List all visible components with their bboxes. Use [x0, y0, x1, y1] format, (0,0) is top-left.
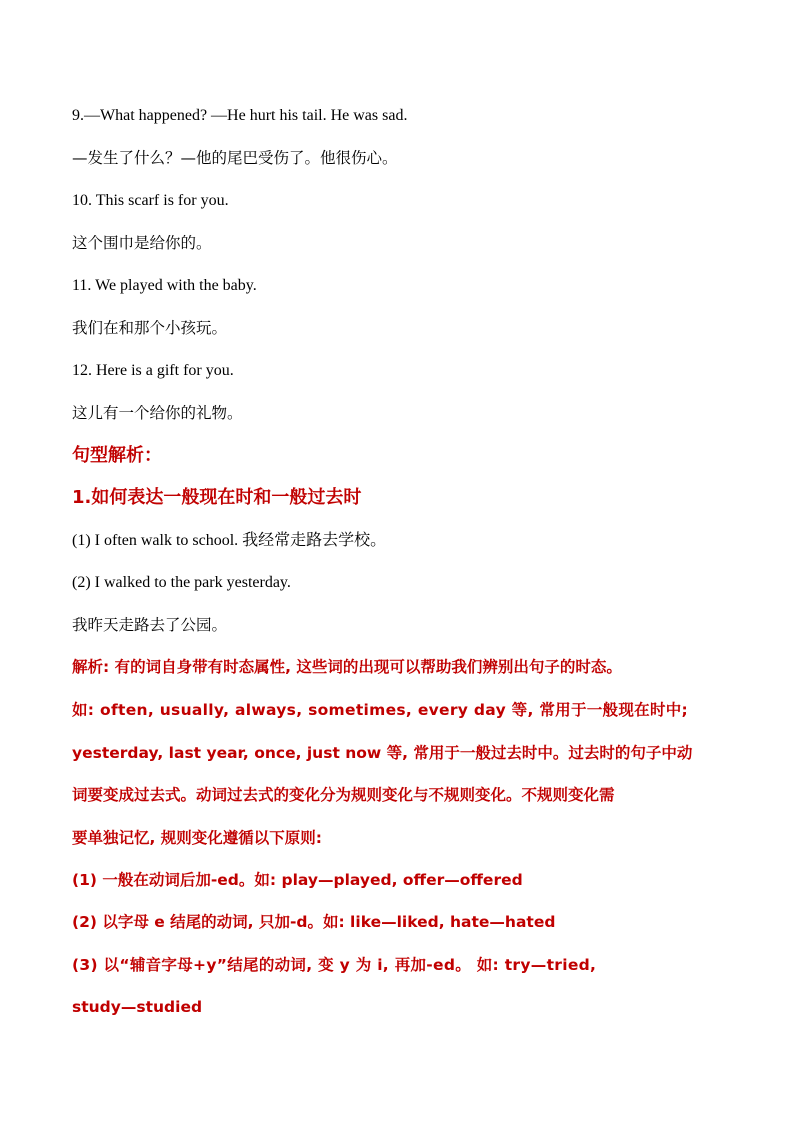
rule-3: (3) 以“辅音字母+y”结尾的动词, 变 y 为 i, 再加-ed。 如: try—tried,	[72, 956, 597, 974]
sentence-12-cn: 这儿有一个给你的礼物。	[72, 404, 243, 422]
analysis-line-4: 词要变成过去式。动词过去式的变化分为规则变化与不规则变化。不规则变化需	[72, 786, 615, 804]
example-2-en: (2) I walked to the park yesterday.	[72, 574, 291, 591]
example-2-cn: 我昨天走路去了公园。	[72, 616, 228, 634]
analysis-line-2: 如: often, usually, always, sometimes, every day 等, 常用于一般现在时中;	[72, 701, 689, 719]
sentence-11-cn: 我们在和那个小孩玩。	[72, 319, 228, 337]
rule-1: (1) 一般在动词后加-ed。如: play—played, offer—offered	[72, 871, 523, 889]
analysis-line-1: 解析: 有的词自身带有时态属性, 这些词的出现可以帮助我们辨别出句子的时态。	[72, 658, 622, 676]
sentence-10-en: 10. This scarf is for you.	[72, 192, 229, 209]
section-title: 句型解析：	[72, 445, 162, 466]
sentence-10-cn: 这个围巾是给你的。	[72, 234, 212, 252]
rule-3-continued: study—studied	[72, 998, 203, 1016]
sentence-12-en: 12. Here is a gift for you.	[72, 362, 234, 379]
sentence-11-en: 11. We played with the baby.	[72, 277, 257, 294]
subsection-title: 1.如何表达一般现在时和一般过去时	[72, 487, 362, 508]
analysis-line-5: 要单独记忆, 规则变化遵循以下原则:	[72, 829, 322, 847]
sentence-9-cn: —发生了什么？—他的尾巴受伤了。他很伤心。	[72, 149, 398, 167]
analysis-line-3: yesterday, last year, once, just now 等, 常用于一般过去时中。过去时的句子中动	[72, 744, 693, 762]
sentence-9-en: 9.—What happened? —He hurt his tail. He was sad.	[72, 107, 408, 124]
rule-2: (2) 以字母 e 结尾的动词, 只加-d。如: like—liked, hate—hated	[72, 913, 556, 931]
example-1: (1) I often walk to school. 我经常走路去学校。	[72, 532, 387, 549]
